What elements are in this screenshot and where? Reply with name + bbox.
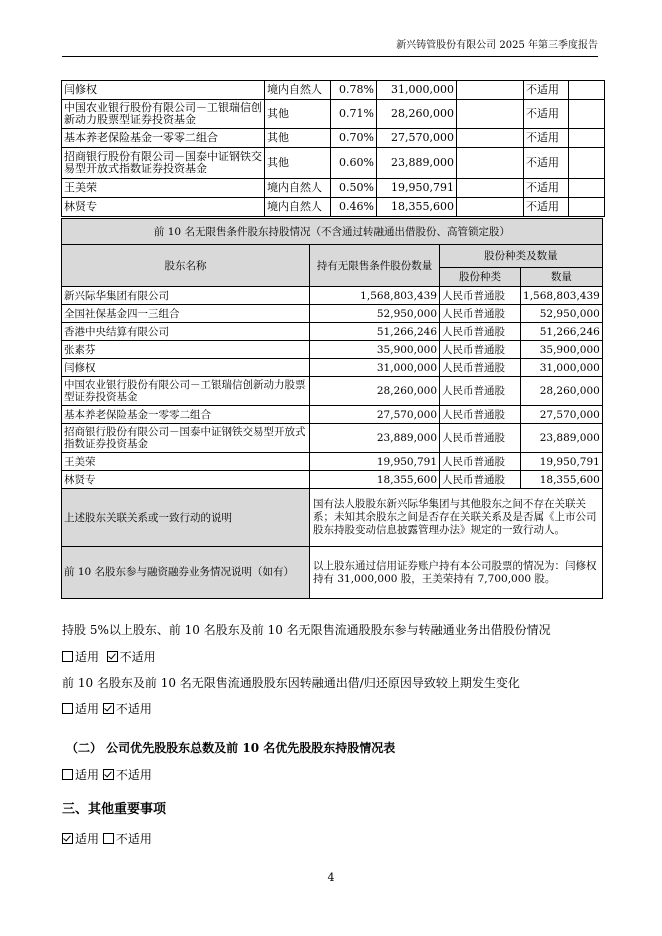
share-qty: 35,900,000 <box>521 341 603 359</box>
unrestricted-shares: 28,260,000 <box>310 377 440 406</box>
margin-label: 前 10 名股东参与融资融券业务情况说明（如有） <box>62 547 310 599</box>
share-class: 人民币普通股 <box>440 377 521 406</box>
share-qty: 51,266,246 <box>521 323 603 341</box>
table-row <box>62 323 603 341</box>
table-row <box>62 287 603 305</box>
page-number: 4 <box>327 871 335 884</box>
shareholder-name: 招商银行股份有限公司－国泰中证钢铁交易型开放式指数证券投资基金 <box>62 424 310 453</box>
shares-held: 28,260,000 <box>377 100 457 129</box>
shareholder-name: 中国农业银行股份有限公司－工银瑞信创新动力股票型证券投资基金 <box>62 100 265 129</box>
relation-text: 国有法人股股东新兴际华集团与其他股东之间不存在关联关系；未知其余股东之间是否存在关联关系及是否属《上市公司股东持股变动信息披露管理办法》规定的一致行动人。 <box>310 489 603 547</box>
table-row <box>62 406 603 424</box>
shareholder-name: 张素芬 <box>62 341 310 359</box>
pledge-qty <box>569 179 605 198</box>
pledge-status: 不适用 <box>524 81 569 100</box>
table-row <box>62 305 603 323</box>
pledge-qty <box>569 100 605 129</box>
restricted-shares <box>457 179 524 198</box>
share-class: 人民币普通股 <box>440 323 521 341</box>
holding-pct: 0.60% <box>331 148 377 179</box>
shareholder-name: 基本养老保险基金一零零二组合 <box>62 406 310 424</box>
holding-pct: 0.50% <box>331 179 377 198</box>
not-applicable-label: 不适用 <box>119 650 156 664</box>
pledge-qty <box>569 148 605 179</box>
share-qty: 52,950,000 <box>521 305 603 323</box>
report-header: 新兴铸管股份有限公司 2025 年第三季度报告 <box>396 40 598 51</box>
shareholder-name: 林贤专 <box>62 198 265 217</box>
shareholder-name: 闫修权 <box>62 81 265 100</box>
share-class: 人民币普通股 <box>440 341 521 359</box>
share-class: 人民币普通股 <box>440 453 521 471</box>
shares-held: 19,950,791 <box>377 179 457 198</box>
unrestricted-shares: 19,950,791 <box>310 453 440 471</box>
share-qty: 19,950,791 <box>521 453 603 471</box>
unrestricted-shares: 23,889,000 <box>310 424 440 453</box>
checkbox-unchecked-icon <box>103 833 114 844</box>
table-row <box>62 359 603 377</box>
col-header-qty: 数量 <box>521 268 603 287</box>
shares-held: 23,889,000 <box>377 148 457 179</box>
unrestricted-shares: 51,266,246 <box>310 323 440 341</box>
share-qty: 27,570,000 <box>521 406 603 424</box>
share-qty: 23,889,000 <box>521 424 603 453</box>
table-row <box>62 129 605 148</box>
pledge-status: 不适用 <box>524 179 569 198</box>
shareholder-name: 闫修权 <box>62 359 310 377</box>
holding-pct: 0.46% <box>331 198 377 217</box>
lending-line: 持股 5%以上股东、前 10 名股东及前 10 名无限售流通股股东参与转融通业务出借股份情况 <box>62 623 551 637</box>
share-qty: 18,355,600 <box>521 471 603 489</box>
restricted-shares <box>457 198 524 217</box>
share-class: 人民币普通股 <box>440 471 521 489</box>
table-row <box>62 148 605 179</box>
checkbox-unchecked-icon <box>62 769 73 780</box>
shareholder-nature: 其他 <box>265 129 331 148</box>
unrestricted-shares: 52,950,000 <box>310 305 440 323</box>
preferred-options <box>62 768 152 782</box>
shareholder-nature: 境内自然人 <box>265 198 331 217</box>
table-row <box>62 471 603 489</box>
unrestricted-shares: 1,568,803,439 <box>310 287 440 305</box>
shareholder-nature: 其他 <box>265 100 331 129</box>
shareholder-name: 全国社保基金四一三组合 <box>62 305 310 323</box>
unrestricted-shares: 35,900,000 <box>310 341 440 359</box>
relation-label: 上述股东关联关系或一致行动的说明 <box>62 489 310 547</box>
other-options <box>62 832 152 846</box>
table-row <box>62 453 603 471</box>
shareholder-name: 基本养老保险基金一零零二组合 <box>62 129 265 148</box>
preferred-shares-title: （二） 公司优先股股东总数及前 10 名优先股股东持股情况表 <box>66 741 396 755</box>
table-row <box>62 198 605 217</box>
checkbox-unchecked-icon <box>62 703 73 714</box>
share-class: 人民币普通股 <box>440 305 521 323</box>
not-applicable-label: 不适用 <box>115 832 152 846</box>
share-qty: 31,000,000 <box>521 359 603 377</box>
share-class: 人民币普通股 <box>440 424 521 453</box>
restricted-shares <box>457 129 524 148</box>
pledge-status: 不适用 <box>524 100 569 129</box>
table-row <box>62 341 603 359</box>
margin-text: 以上股东通过信用证券账户持有本公司股票的情况为：闫修权持有 31,000,000 股，王美荣持有 7,700,000 股。 <box>310 547 603 599</box>
share-class: 人民币普通股 <box>440 406 521 424</box>
section-title: 前 10 名无限售条件股东持股情况（不含通过转融通出借股份、高管锁定股） <box>62 219 603 245</box>
applicable-label: 适用 <box>75 702 100 716</box>
checkbox-checked-icon <box>62 833 73 844</box>
holding-pct: 0.71% <box>331 100 377 129</box>
unrestricted-shares: 27,570,000 <box>310 406 440 424</box>
shareholder-name: 中国农业银行股份有限公司－工银瑞信创新动力股票型证券投资基金 <box>62 377 310 406</box>
shareholder-name: 王美荣 <box>62 179 265 198</box>
checkbox-unchecked-icon <box>62 651 73 662</box>
checkbox-checked-icon <box>107 651 118 662</box>
shares-held: 27,570,000 <box>377 129 457 148</box>
unrestricted-shares: 18,355,600 <box>310 471 440 489</box>
restricted-shares <box>457 148 524 179</box>
restricted-shares <box>457 81 524 100</box>
share-class: 人民币普通股 <box>440 287 521 305</box>
checkbox-checked-icon <box>103 769 114 780</box>
share-class: 人民币普通股 <box>440 359 521 377</box>
col-header-name: 股东名称 <box>62 245 310 287</box>
shares-held: 18,355,600 <box>377 198 457 217</box>
shareholder-name: 王美荣 <box>62 453 310 471</box>
pledge-qty <box>569 198 605 217</box>
share-qty: 28,260,000 <box>521 377 603 406</box>
table-row <box>62 179 605 198</box>
applicable-label: 适用 <box>75 650 100 664</box>
col-header-class: 股份种类 <box>440 268 521 287</box>
table-row <box>62 377 603 406</box>
table-row <box>62 81 605 100</box>
shareholder-nature: 其他 <box>265 148 331 179</box>
not-applicable-label: 不适用 <box>115 702 152 716</box>
header-divider <box>62 56 598 57</box>
applicable-label: 适用 <box>75 832 100 846</box>
pledge-status: 不适用 <box>524 129 569 148</box>
col-header-unrestricted: 持有无限售条件股份数量 <box>310 245 440 287</box>
lending-options <box>62 650 156 664</box>
applicable-label: 适用 <box>75 768 100 782</box>
pledge-status: 不适用 <box>524 198 569 217</box>
unrestricted-shareholders-table <box>61 218 603 599</box>
not-applicable-label: 不适用 <box>115 768 152 782</box>
holding-pct: 0.78% <box>331 81 377 100</box>
checkbox-checked-icon <box>103 703 114 714</box>
shareholder-nature: 境内自然人 <box>265 81 331 100</box>
table-row <box>62 424 603 453</box>
shareholder-name: 招商银行股份有限公司－国泰中证钢铁交易型开放式指数证券投资基金 <box>62 148 265 179</box>
pledge-qty <box>569 81 605 100</box>
shareholder-name: 林贤专 <box>62 471 310 489</box>
share-qty: 1,568,803,439 <box>521 287 603 305</box>
change-line: 前 10 名股东及前 10 名无限售流通股股东因转融通出借/归还原因导致较上期发生变化 <box>62 676 520 690</box>
restricted-shares <box>457 100 524 129</box>
pledge-status: 不适用 <box>524 148 569 179</box>
shareholder-nature: 境内自然人 <box>265 179 331 198</box>
other-matters-title: 三、其他重要事项 <box>62 802 167 817</box>
shareholder-name: 香港中央结算有限公司 <box>62 323 310 341</box>
unrestricted-shares: 31,000,000 <box>310 359 440 377</box>
shareholder-name: 新兴际华集团有限公司 <box>62 287 310 305</box>
pledge-qty <box>569 129 605 148</box>
holding-pct: 0.70% <box>331 129 377 148</box>
table-row <box>62 100 605 129</box>
shares-held: 31,000,000 <box>377 81 457 100</box>
col-header-class-qty: 股份种类及数量 <box>440 245 603 268</box>
top-shareholders-table <box>61 80 605 217</box>
change-options <box>62 702 152 716</box>
